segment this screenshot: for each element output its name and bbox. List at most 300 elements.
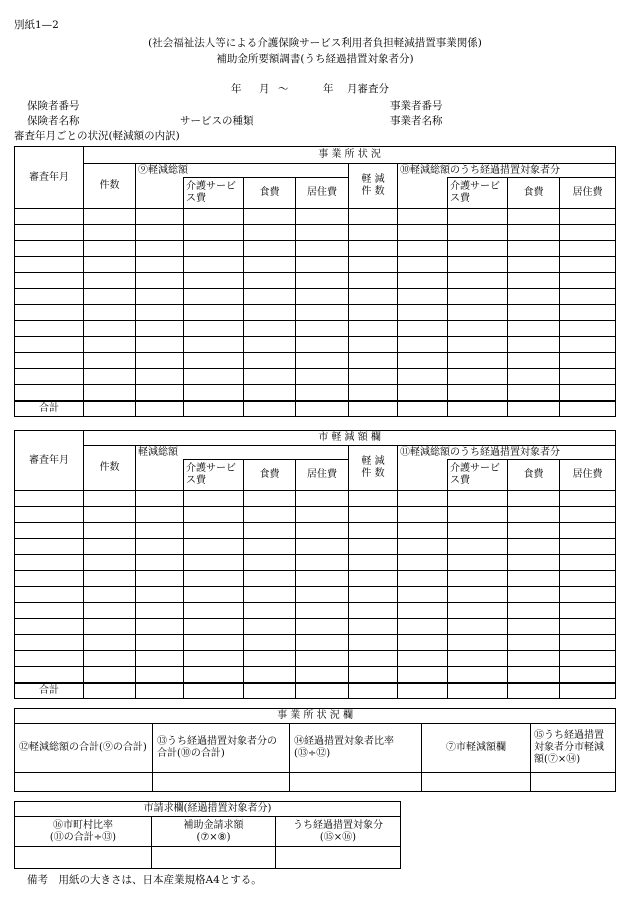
value-cell[interactable] bbox=[84, 353, 136, 369]
value-cell[interactable] bbox=[184, 289, 244, 305]
value-cell[interactable] bbox=[349, 353, 398, 369]
value-cell[interactable] bbox=[398, 289, 448, 305]
value-cell[interactable] bbox=[448, 305, 508, 321]
value-cell[interactable] bbox=[560, 273, 616, 289]
value-cell[interactable] bbox=[84, 241, 136, 257]
value-cell[interactable] bbox=[84, 337, 136, 353]
insurer-number-label: 保険者番号 bbox=[27, 100, 80, 112]
value-cell[interactable] bbox=[136, 337, 184, 353]
value-cell[interactable] bbox=[84, 273, 136, 289]
value-cell[interactable] bbox=[508, 225, 560, 241]
value-cell[interactable] bbox=[349, 225, 398, 241]
col-food-2: 食費 bbox=[508, 460, 560, 491]
value-cell[interactable] bbox=[136, 571, 184, 587]
city-reduction-table bbox=[14, 430, 616, 699]
col-food-2: 食費 bbox=[508, 178, 560, 209]
value-cell[interactable] bbox=[296, 523, 349, 539]
value-cell[interactable] bbox=[84, 667, 136, 683]
value-cell[interactable] bbox=[244, 241, 296, 257]
value-cell[interactable] bbox=[244, 321, 296, 337]
value-cell[interactable] bbox=[296, 571, 349, 587]
value-cell[interactable] bbox=[508, 523, 560, 539]
value-cell[interactable] bbox=[398, 507, 448, 523]
value-cell[interactable] bbox=[136, 305, 184, 321]
value-cell[interactable] bbox=[184, 321, 244, 337]
value-cell[interactable] bbox=[448, 289, 508, 305]
value-cell[interactable] bbox=[136, 507, 184, 523]
value-cell[interactable] bbox=[560, 385, 616, 401]
value-cell[interactable] bbox=[184, 491, 244, 507]
value-cell[interactable] bbox=[560, 369, 616, 385]
value-cell[interactable] bbox=[296, 667, 349, 683]
table-row bbox=[15, 507, 616, 523]
review-month-cell[interactable] bbox=[15, 619, 84, 635]
value-cell[interactable] bbox=[184, 667, 244, 683]
value-cell[interactable] bbox=[244, 337, 296, 353]
value-cell[interactable] bbox=[448, 555, 508, 571]
value-cell[interactable] bbox=[448, 273, 508, 289]
value-cell[interactable] bbox=[398, 241, 448, 257]
review-month-cell[interactable] bbox=[15, 273, 84, 289]
value-cell[interactable] bbox=[508, 337, 560, 353]
value-cell[interactable] bbox=[560, 635, 616, 651]
value-cell[interactable] bbox=[398, 651, 448, 667]
value-cell[interactable] bbox=[136, 289, 184, 305]
table-row bbox=[15, 523, 616, 539]
value-cell[interactable] bbox=[508, 555, 560, 571]
review-month-cell[interactable] bbox=[15, 337, 84, 353]
value-cell[interactable] bbox=[296, 587, 349, 603]
review-month-cell[interactable] bbox=[15, 523, 84, 539]
value-cell[interactable] bbox=[508, 369, 560, 385]
value-cell[interactable] bbox=[84, 289, 136, 305]
value-cell[interactable] bbox=[448, 635, 508, 651]
value-cell[interactable] bbox=[184, 539, 244, 555]
value-cell[interactable] bbox=[184, 257, 244, 273]
value-cell[interactable] bbox=[136, 651, 184, 667]
value-cell[interactable] bbox=[448, 369, 508, 385]
value-cell[interactable] bbox=[349, 651, 398, 667]
review-month-cell[interactable] bbox=[15, 209, 84, 225]
review-month-cell[interactable] bbox=[15, 491, 84, 507]
value-cell[interactable] bbox=[508, 491, 560, 507]
value-cell[interactable] bbox=[398, 257, 448, 273]
value-cell[interactable] bbox=[560, 305, 616, 321]
review-month-cell[interactable] bbox=[15, 667, 84, 683]
review-month-cell[interactable] bbox=[15, 651, 84, 667]
value-cell[interactable] bbox=[84, 491, 136, 507]
value-cell[interactable] bbox=[508, 571, 560, 587]
value-cell[interactable] bbox=[244, 257, 296, 273]
value-cell[interactable] bbox=[508, 619, 560, 635]
review-month-cell[interactable] bbox=[15, 369, 84, 385]
value-cell[interactable] bbox=[560, 321, 616, 337]
value-cell[interactable] bbox=[508, 305, 560, 321]
value-cell[interactable] bbox=[349, 523, 398, 539]
value-cell[interactable] bbox=[296, 651, 349, 667]
value-cell[interactable] bbox=[296, 539, 349, 555]
value-cell[interactable] bbox=[136, 635, 184, 651]
value-cell[interactable] bbox=[184, 619, 244, 635]
col-food: 食費 bbox=[244, 460, 296, 491]
value-cell[interactable] bbox=[296, 241, 349, 257]
value-cell[interactable] bbox=[508, 257, 560, 273]
value-cell[interactable] bbox=[296, 257, 349, 273]
review-month-cell[interactable] bbox=[15, 587, 84, 603]
value-cell[interactable] bbox=[508, 289, 560, 305]
value-cell[interactable] bbox=[244, 571, 296, 587]
value-cell[interactable] bbox=[508, 635, 560, 651]
value-cell[interactable] bbox=[508, 667, 560, 683]
value-cell[interactable] bbox=[184, 523, 244, 539]
value-cell[interactable] bbox=[244, 305, 296, 321]
value-cell[interactable] bbox=[349, 369, 398, 385]
value-cell[interactable] bbox=[84, 571, 136, 587]
review-month-cell[interactable] bbox=[15, 321, 84, 337]
provider-status-summary-table bbox=[14, 708, 616, 792]
value-cell[interactable] bbox=[296, 337, 349, 353]
value-cell[interactable] bbox=[448, 571, 508, 587]
value-cell[interactable] bbox=[560, 651, 616, 667]
period-year-2: 年 bbox=[323, 83, 334, 95]
review-month-cell[interactable] bbox=[15, 539, 84, 555]
form-id: 別紙1—2 bbox=[14, 19, 59, 31]
table-row bbox=[15, 571, 616, 587]
value-cell[interactable] bbox=[560, 619, 616, 635]
value-cell[interactable] bbox=[184, 507, 244, 523]
value-cell[interactable] bbox=[84, 619, 136, 635]
value-cell[interactable] bbox=[244, 635, 296, 651]
value-cell[interactable] bbox=[398, 209, 448, 225]
value-cell[interactable] bbox=[560, 289, 616, 305]
value-cell[interactable] bbox=[244, 209, 296, 225]
value-cell[interactable] bbox=[508, 587, 560, 603]
value-cell[interactable] bbox=[184, 555, 244, 571]
table-row bbox=[15, 587, 616, 603]
value-cell[interactable] bbox=[349, 635, 398, 651]
value-cell[interactable] bbox=[136, 273, 184, 289]
review-month-cell[interactable] bbox=[15, 635, 84, 651]
value-cell[interactable] bbox=[349, 491, 398, 507]
table-row bbox=[15, 225, 616, 241]
value-cell[interactable] bbox=[15, 773, 153, 792]
value-cell[interactable] bbox=[508, 507, 560, 523]
value-cell[interactable] bbox=[276, 847, 401, 869]
value-cell[interactable] bbox=[244, 273, 296, 289]
value-cell[interactable] bbox=[184, 209, 244, 225]
value-cell[interactable] bbox=[349, 507, 398, 523]
value-cell[interactable] bbox=[398, 635, 448, 651]
value-cell[interactable] bbox=[560, 209, 616, 225]
value-cell[interactable] bbox=[448, 523, 508, 539]
value-cell[interactable] bbox=[560, 539, 616, 555]
value-cell[interactable] bbox=[508, 241, 560, 257]
value-cell[interactable] bbox=[244, 289, 296, 305]
value-cell[interactable] bbox=[244, 651, 296, 667]
value-cell[interactable] bbox=[349, 289, 398, 305]
value-cell[interactable] bbox=[84, 539, 136, 555]
value-cell[interactable] bbox=[84, 555, 136, 571]
value-cell[interactable] bbox=[136, 257, 184, 273]
value-cell[interactable] bbox=[560, 491, 616, 507]
value-cell[interactable] bbox=[136, 539, 184, 555]
value-cell[interactable] bbox=[398, 491, 448, 507]
value-cell[interactable] bbox=[349, 555, 398, 571]
value-cell[interactable] bbox=[531, 773, 616, 792]
value-cell[interactable] bbox=[398, 337, 448, 353]
value-cell[interactable] bbox=[349, 603, 398, 619]
value-cell[interactable] bbox=[398, 539, 448, 555]
value-cell[interactable] bbox=[448, 321, 508, 337]
value-cell[interactable] bbox=[184, 305, 244, 321]
value-cell[interactable] bbox=[136, 523, 184, 539]
group-header-city-reduction: 市 軽 減 額 欄 bbox=[84, 431, 616, 446]
value-cell[interactable] bbox=[398, 603, 448, 619]
review-month-cell[interactable] bbox=[15, 353, 84, 369]
value-cell[interactable] bbox=[136, 603, 184, 619]
review-month-cell[interactable] bbox=[15, 289, 84, 305]
review-month-cell[interactable] bbox=[15, 225, 84, 241]
col-subsidy-claim bbox=[152, 817, 276, 847]
value-cell[interactable] bbox=[560, 225, 616, 241]
value-cell[interactable] bbox=[244, 385, 296, 401]
value-cell[interactable] bbox=[398, 571, 448, 587]
value-cell[interactable] bbox=[448, 539, 508, 555]
col-city-reduction: ⑦市軽減額欄 bbox=[422, 724, 531, 773]
value-cell[interactable] bbox=[136, 491, 184, 507]
value-cell[interactable] bbox=[244, 369, 296, 385]
value-cell[interactable] bbox=[136, 209, 184, 225]
value-cell[interactable] bbox=[84, 305, 136, 321]
value-cell[interactable] bbox=[84, 209, 136, 225]
value-cell[interactable] bbox=[184, 571, 244, 587]
value-cell[interactable] bbox=[244, 225, 296, 241]
value-cell[interactable] bbox=[560, 523, 616, 539]
value-cell[interactable] bbox=[508, 209, 560, 225]
value-cell[interactable] bbox=[560, 257, 616, 273]
review-month-cell[interactable] bbox=[15, 305, 84, 321]
value-cell[interactable] bbox=[244, 619, 296, 635]
value-cell[interactable] bbox=[448, 603, 508, 619]
value-cell[interactable] bbox=[398, 667, 448, 683]
value-cell[interactable] bbox=[244, 667, 296, 683]
value-cell[interactable] bbox=[349, 571, 398, 587]
value-cell[interactable] bbox=[184, 385, 244, 401]
value-cell[interactable] bbox=[84, 523, 136, 539]
value-cell[interactable] bbox=[184, 273, 244, 289]
value-cell[interactable] bbox=[136, 555, 184, 571]
value-cell[interactable] bbox=[296, 555, 349, 571]
provider-name-label: 事業者名称 bbox=[390, 115, 443, 127]
value-cell[interactable] bbox=[398, 321, 448, 337]
value-cell[interactable] bbox=[184, 603, 244, 619]
table-row bbox=[15, 369, 616, 385]
value-cell[interactable] bbox=[560, 571, 616, 587]
value-cell[interactable] bbox=[15, 847, 152, 869]
value-cell[interactable] bbox=[244, 555, 296, 571]
value-cell[interactable] bbox=[349, 337, 398, 353]
value-cell[interactable] bbox=[448, 353, 508, 369]
value-cell[interactable] bbox=[296, 385, 349, 401]
value-cell[interactable] bbox=[296, 305, 349, 321]
value-cell[interactable] bbox=[448, 507, 508, 523]
value-cell[interactable] bbox=[244, 491, 296, 507]
value-cell[interactable] bbox=[398, 555, 448, 571]
value-cell[interactable] bbox=[152, 847, 276, 869]
value-cell[interactable] bbox=[184, 587, 244, 603]
review-month-cell[interactable] bbox=[15, 507, 84, 523]
value-cell[interactable] bbox=[84, 507, 136, 523]
value-cell[interactable] bbox=[296, 321, 349, 337]
value-cell[interactable] bbox=[153, 773, 290, 792]
value-cell[interactable] bbox=[349, 385, 398, 401]
value-cell[interactable] bbox=[508, 385, 560, 401]
value-cell[interactable] bbox=[398, 587, 448, 603]
value-cell[interactable] bbox=[508, 321, 560, 337]
value-cell[interactable] bbox=[296, 603, 349, 619]
value-cell[interactable] bbox=[136, 619, 184, 635]
value-cell[interactable] bbox=[84, 651, 136, 667]
value-cell[interactable] bbox=[560, 667, 616, 683]
value-cell[interactable] bbox=[398, 385, 448, 401]
value-cell[interactable] bbox=[296, 491, 349, 507]
value-cell[interactable] bbox=[296, 507, 349, 523]
value-cell[interactable] bbox=[448, 667, 508, 683]
value-cell[interactable] bbox=[84, 635, 136, 651]
value-cell[interactable] bbox=[349, 257, 398, 273]
review-month-cell[interactable] bbox=[15, 385, 84, 401]
value-cell[interactable] bbox=[84, 603, 136, 619]
review-month-cell[interactable] bbox=[15, 241, 84, 257]
value-cell[interactable] bbox=[398, 353, 448, 369]
review-month-cell[interactable] bbox=[15, 571, 84, 587]
value-cell[interactable] bbox=[398, 369, 448, 385]
value-cell[interactable] bbox=[508, 273, 560, 289]
value-cell[interactable] bbox=[422, 773, 531, 792]
value-cell[interactable] bbox=[184, 635, 244, 651]
value-cell[interactable] bbox=[136, 369, 184, 385]
value-cell[interactable] bbox=[508, 603, 560, 619]
period-month-1: 月 bbox=[259, 83, 270, 95]
value-cell[interactable] bbox=[349, 305, 398, 321]
table-row bbox=[15, 603, 616, 619]
value-cell[interactable] bbox=[244, 353, 296, 369]
value-cell[interactable] bbox=[184, 241, 244, 257]
value-cell[interactable] bbox=[398, 273, 448, 289]
value-cell[interactable] bbox=[136, 385, 184, 401]
value-cell[interactable] bbox=[448, 337, 508, 353]
col-municipal-ratio-line1: ⑯市町村比率 bbox=[53, 819, 113, 831]
value-cell[interactable] bbox=[448, 225, 508, 241]
provider-number-label: 事業者番号 bbox=[390, 100, 443, 112]
review-month-cell[interactable] bbox=[15, 257, 84, 273]
value-cell[interactable] bbox=[296, 225, 349, 241]
value-cell[interactable] bbox=[349, 321, 398, 337]
value-cell[interactable] bbox=[136, 353, 184, 369]
table-row bbox=[15, 209, 616, 225]
value-cell[interactable] bbox=[508, 539, 560, 555]
value-cell[interactable] bbox=[448, 209, 508, 225]
value-cell[interactable] bbox=[296, 353, 349, 369]
value-cell[interactable] bbox=[184, 225, 244, 241]
value-cell[interactable] bbox=[349, 241, 398, 257]
value-cell[interactable] bbox=[508, 353, 560, 369]
value-cell[interactable] bbox=[136, 667, 184, 683]
value-cell[interactable] bbox=[398, 305, 448, 321]
value-cell[interactable] bbox=[296, 209, 349, 225]
value-cell[interactable] bbox=[184, 337, 244, 353]
value-cell[interactable] bbox=[349, 273, 398, 289]
value-cell[interactable] bbox=[244, 539, 296, 555]
value-cell[interactable] bbox=[349, 587, 398, 603]
value-cell[interactable] bbox=[448, 385, 508, 401]
value-cell[interactable] bbox=[184, 369, 244, 385]
value-cell[interactable] bbox=[560, 587, 616, 603]
value-cell[interactable] bbox=[136, 225, 184, 241]
value-cell[interactable] bbox=[448, 619, 508, 635]
value-cell[interactable] bbox=[560, 507, 616, 523]
value-cell[interactable] bbox=[244, 507, 296, 523]
value-cell[interactable] bbox=[244, 587, 296, 603]
value-cell[interactable] bbox=[398, 523, 448, 539]
value-cell[interactable] bbox=[560, 603, 616, 619]
value-cell[interactable] bbox=[448, 241, 508, 257]
col-transitional-claim bbox=[276, 817, 401, 847]
value-cell[interactable] bbox=[296, 289, 349, 305]
value-cell[interactable] bbox=[136, 587, 184, 603]
value-cell[interactable] bbox=[84, 257, 136, 273]
value-cell[interactable] bbox=[244, 603, 296, 619]
review-month-cell[interactable] bbox=[15, 555, 84, 571]
col-transitional-city-reduction: ⑮うち経過措置対象者分市軽減額(⑦×⑭) bbox=[531, 724, 616, 773]
value-cell[interactable] bbox=[296, 273, 349, 289]
value-cell[interactable] bbox=[84, 587, 136, 603]
value-cell[interactable] bbox=[398, 619, 448, 635]
value-cell[interactable] bbox=[290, 773, 422, 792]
value-cell[interactable] bbox=[508, 651, 560, 667]
value-cell[interactable] bbox=[296, 635, 349, 651]
value-cell[interactable] bbox=[448, 587, 508, 603]
value-cell[interactable] bbox=[296, 619, 349, 635]
table-row bbox=[15, 241, 616, 257]
table-row bbox=[15, 651, 616, 667]
value-cell[interactable] bbox=[84, 321, 136, 337]
value-cell[interactable] bbox=[184, 651, 244, 667]
value-cell[interactable] bbox=[184, 353, 244, 369]
value-cell[interactable] bbox=[560, 353, 616, 369]
value-cell[interactable] bbox=[349, 209, 398, 225]
value-cell[interactable] bbox=[136, 321, 184, 337]
value-cell[interactable] bbox=[84, 385, 136, 401]
value-cell[interactable] bbox=[448, 491, 508, 507]
value-cell[interactable] bbox=[398, 225, 448, 241]
value-cell[interactable] bbox=[349, 619, 398, 635]
value-cell[interactable] bbox=[560, 241, 616, 257]
value-cell[interactable] bbox=[84, 369, 136, 385]
value-cell[interactable] bbox=[448, 651, 508, 667]
value-cell[interactable] bbox=[296, 369, 349, 385]
value-cell[interactable] bbox=[560, 555, 616, 571]
value-cell[interactable] bbox=[244, 523, 296, 539]
table-row bbox=[15, 385, 616, 401]
value-cell[interactable] bbox=[349, 539, 398, 555]
value-cell[interactable] bbox=[448, 257, 508, 273]
value-cell[interactable] bbox=[349, 667, 398, 683]
value-cell[interactable] bbox=[84, 225, 136, 241]
review-month-cell[interactable] bbox=[15, 603, 84, 619]
value-cell[interactable] bbox=[136, 241, 184, 257]
value-cell[interactable] bbox=[560, 337, 616, 353]
